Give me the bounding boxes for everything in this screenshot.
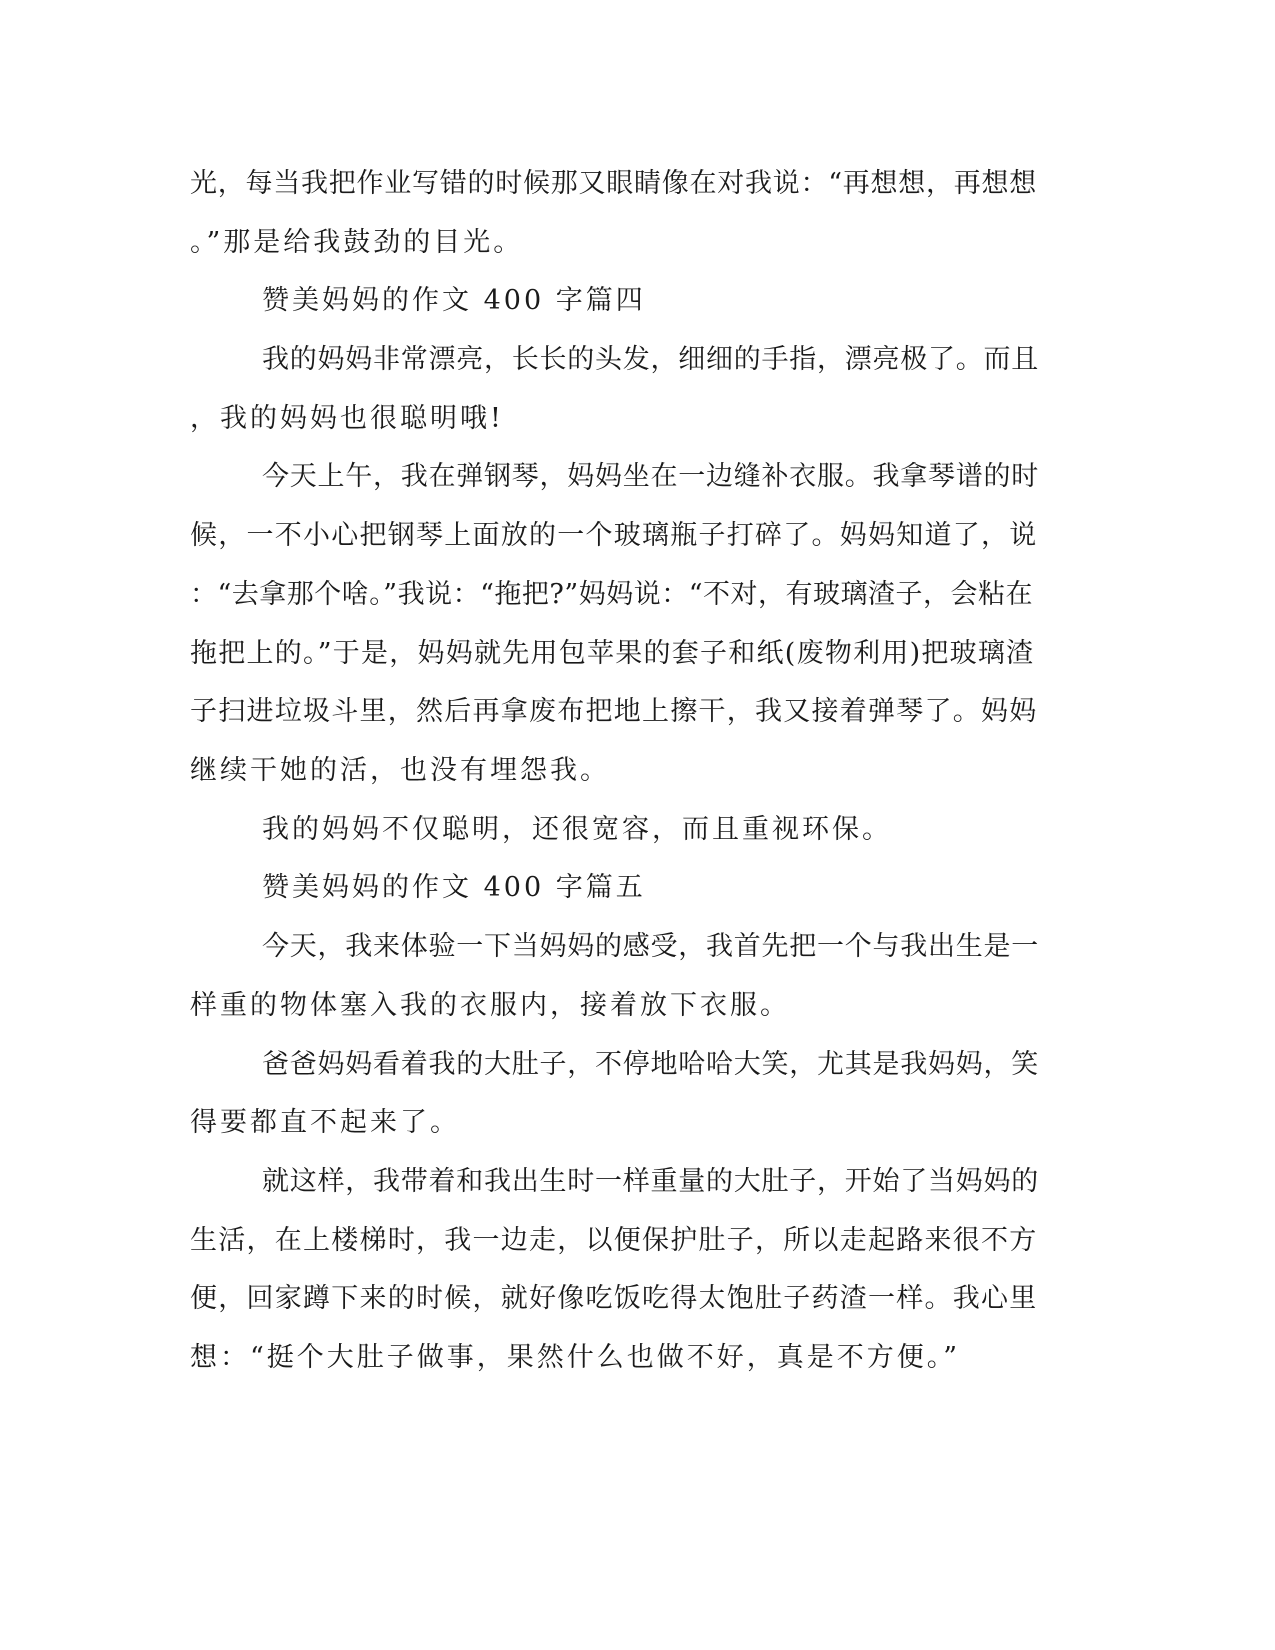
text-line: 候，一不小心把钢琴上面放的一个玻璃瓶子打碎了。妈妈知道了，说 — [190, 520, 1038, 551]
text-line: 拖把上的。”于是，妈妈就先用包苹果的套子和纸(废物利用)把玻璃渣 — [190, 638, 1035, 669]
section-heading: 赞美妈妈的作文 400 字篇五 — [262, 872, 646, 903]
text-line: 生活，在上楼梯时，我一边走，以便保护肚子，所以走起路来很不方 — [190, 1225, 1038, 1256]
text-line: 今天上午，我在弹钢琴，妈妈坐在一边缝补衣服。我拿琴谱的时 — [262, 461, 1039, 492]
text-line: 。”那是给我鼓劲的目光。 — [190, 227, 524, 258]
text-line: 今天，我来体验一下当妈妈的感受，我首先把一个与我出生是一 — [262, 931, 1039, 962]
text-line: 就这样，我带着和我出生时一样重量的大肚子，开始了当妈妈的 — [262, 1166, 1039, 1197]
text-line: 想：“挺个大肚子做事，果然什么也做不好，真是不方便。” — [190, 1342, 961, 1373]
text-line: 得要都直不起来了。 — [190, 1107, 460, 1138]
text-line: 爸爸妈妈看着我的大肚子，不停地哈哈大笑，尤其是我妈妈，笑 — [262, 1049, 1039, 1080]
text-line: 继续干她的活，也没有埋怨我。 — [190, 755, 610, 786]
section-heading: 赞美妈妈的作文 400 字篇四 — [262, 285, 646, 316]
text-line: ，我的妈妈也很聪明哦! — [190, 403, 504, 434]
text-line: 子扫进垃圾斗里，然后再拿废布把地上擦干，我又接着弹琴了。妈妈 — [190, 696, 1038, 727]
text-line: 我的妈妈非常漂亮，长长的头发，细细的手指，漂亮极了。而且 — [262, 344, 1039, 375]
text-line: 我的妈妈不仅聪明，还很宽容，而且重视环保。 — [262, 814, 892, 845]
text-line: 便，回家蹲下来的时候，就好像吃饭吃得太饱肚子药渣一样。我心里 — [190, 1283, 1038, 1314]
text-line: 光，每当我把作业写错的时候那又眼睛像在对我说：“再想想，再想想 — [190, 168, 1038, 199]
text-line: 样重的物体塞入我的衣服内，接着放下衣服。 — [190, 990, 790, 1021]
text-line: ：“去拿那个啥。”我说：“拖把?”妈妈说：“不对，有玻璃渣子，会粘在 — [190, 579, 1033, 610]
